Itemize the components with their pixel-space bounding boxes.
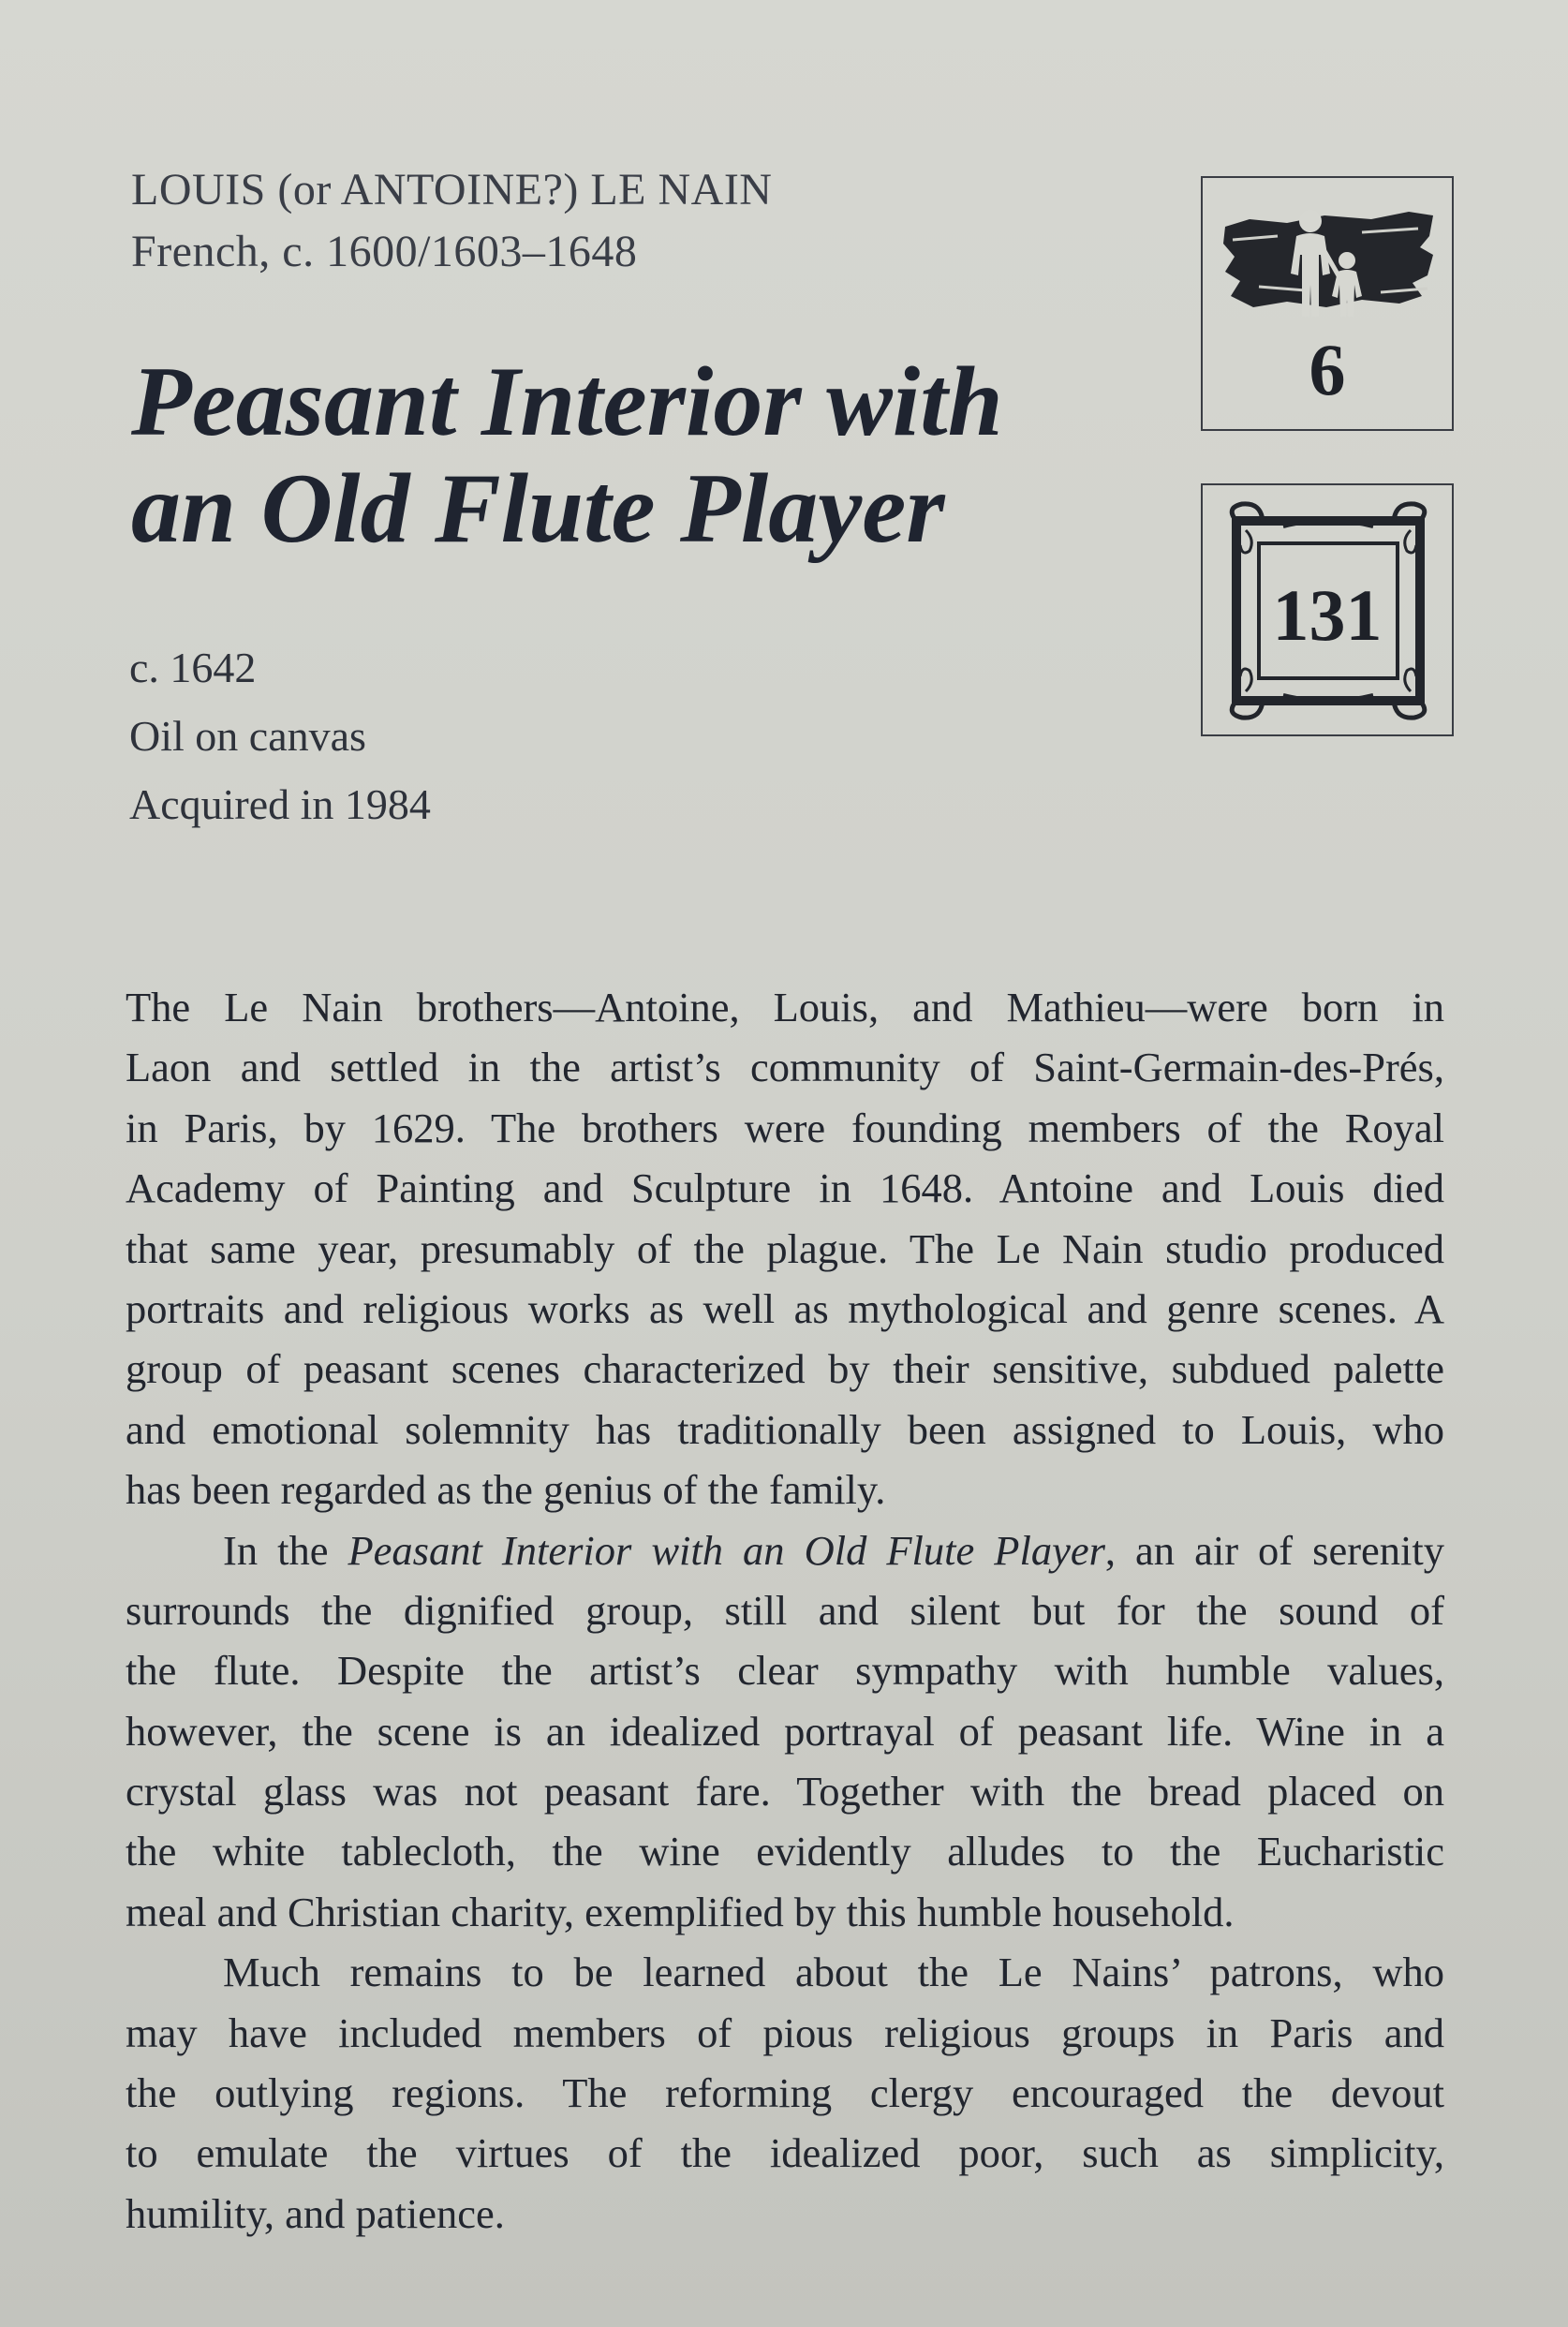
text-fragment: In the xyxy=(223,1526,348,1574)
text-line: group of peasant scenes characterized by their sensitive, subdued palette xyxy=(126,1345,1444,1393)
text-line: meal and Christian charity, exemplified by this humble household. xyxy=(126,1888,1235,1935)
text-line: the flute. Despite the artist’s clear sympathy with humble values, xyxy=(126,1647,1444,1695)
text-line: Much remains to be learned about the Le Nains’ patrons, who xyxy=(223,1949,1444,1996)
family-stop-number: 6 xyxy=(1309,329,1346,410)
artwork-title-reference: Peasant Interior with an Old Flute Player xyxy=(348,1526,1105,1574)
text-fragment: , an air of serenity xyxy=(1104,1526,1445,1574)
text-line: in Paris, by 1629. The brothers were founding members of the Royal xyxy=(126,1104,1444,1151)
text-line: crystal glass was not peasant fare. Together with the bread placed on xyxy=(126,1768,1444,1816)
paragraph-2 xyxy=(126,1520,1444,1943)
text-line: the white tablecloth, the wine evidently alludes to the Eucharistic xyxy=(126,1828,1444,1875)
artwork-title xyxy=(131,348,1068,562)
text-line: has been regarded as the genius of the family. xyxy=(126,1466,886,1514)
text-line: Academy of Painting and Sculpture in 1648. Antoine and Louis died xyxy=(126,1164,1444,1212)
text-line: The Le Nain brothers—Antoine, Louis, and Mathieu—were born in xyxy=(126,984,1444,1030)
family-guide-badge xyxy=(1201,176,1454,431)
text-line: the outlying regions. The reforming clergy encouraged the devout xyxy=(126,2069,1444,2117)
artist-info xyxy=(131,159,772,283)
text-line: and emotional solemnity has traditionally been assigned to Louis, who xyxy=(126,1405,1444,1453)
artwork-title-line-1: Peasant Interior with xyxy=(131,347,1003,456)
artwork-title-line-2: an Old Flute Player xyxy=(131,453,945,563)
artist-nationality-dates: French, c. 1600/1603–1648 xyxy=(131,227,638,276)
gallery-room-number: 131 xyxy=(1272,574,1383,656)
text-line: however, the scene is an idealized portrayal of peasant life. Wine in a xyxy=(126,1707,1444,1755)
artwork-acquired: Acquired in 1984 xyxy=(129,780,431,828)
adult-and-child-silhouette-icon xyxy=(1221,199,1437,320)
text-line: surrounds the dignified group, still and silent but for the sound of xyxy=(126,1586,1444,1634)
paragraph-3 xyxy=(126,1942,1444,2244)
artist-name: LOUIS (or ANTOINE?) LE NAIN xyxy=(131,165,773,215)
text-line: portraits and religious works as well as mythological and genre scenes. A xyxy=(126,1284,1444,1332)
text-line: to emulate the virtues of the idealized poor, such as simplicity, xyxy=(126,2129,1444,2177)
text-line xyxy=(126,1520,1444,1580)
paragraph-1 xyxy=(126,977,1444,1520)
text-line: humility, and patience. xyxy=(126,2189,505,2237)
label-body-text xyxy=(126,977,1444,2244)
text-line: Laon and settled in the artist’s community of Saint-Germain-des-Prés, xyxy=(126,1044,1444,1091)
artwork-medium: Oil on canvas xyxy=(129,712,366,760)
artwork-date: c. 1642 xyxy=(129,644,257,691)
artwork-details xyxy=(129,633,431,838)
text-line: may have included members of pious religious groups in Paris and xyxy=(126,2008,1444,2056)
gallery-number-badge xyxy=(1201,483,1454,736)
text-line: that same year, presumably of the plague. The Le Nain studio produced xyxy=(126,1224,1444,1272)
